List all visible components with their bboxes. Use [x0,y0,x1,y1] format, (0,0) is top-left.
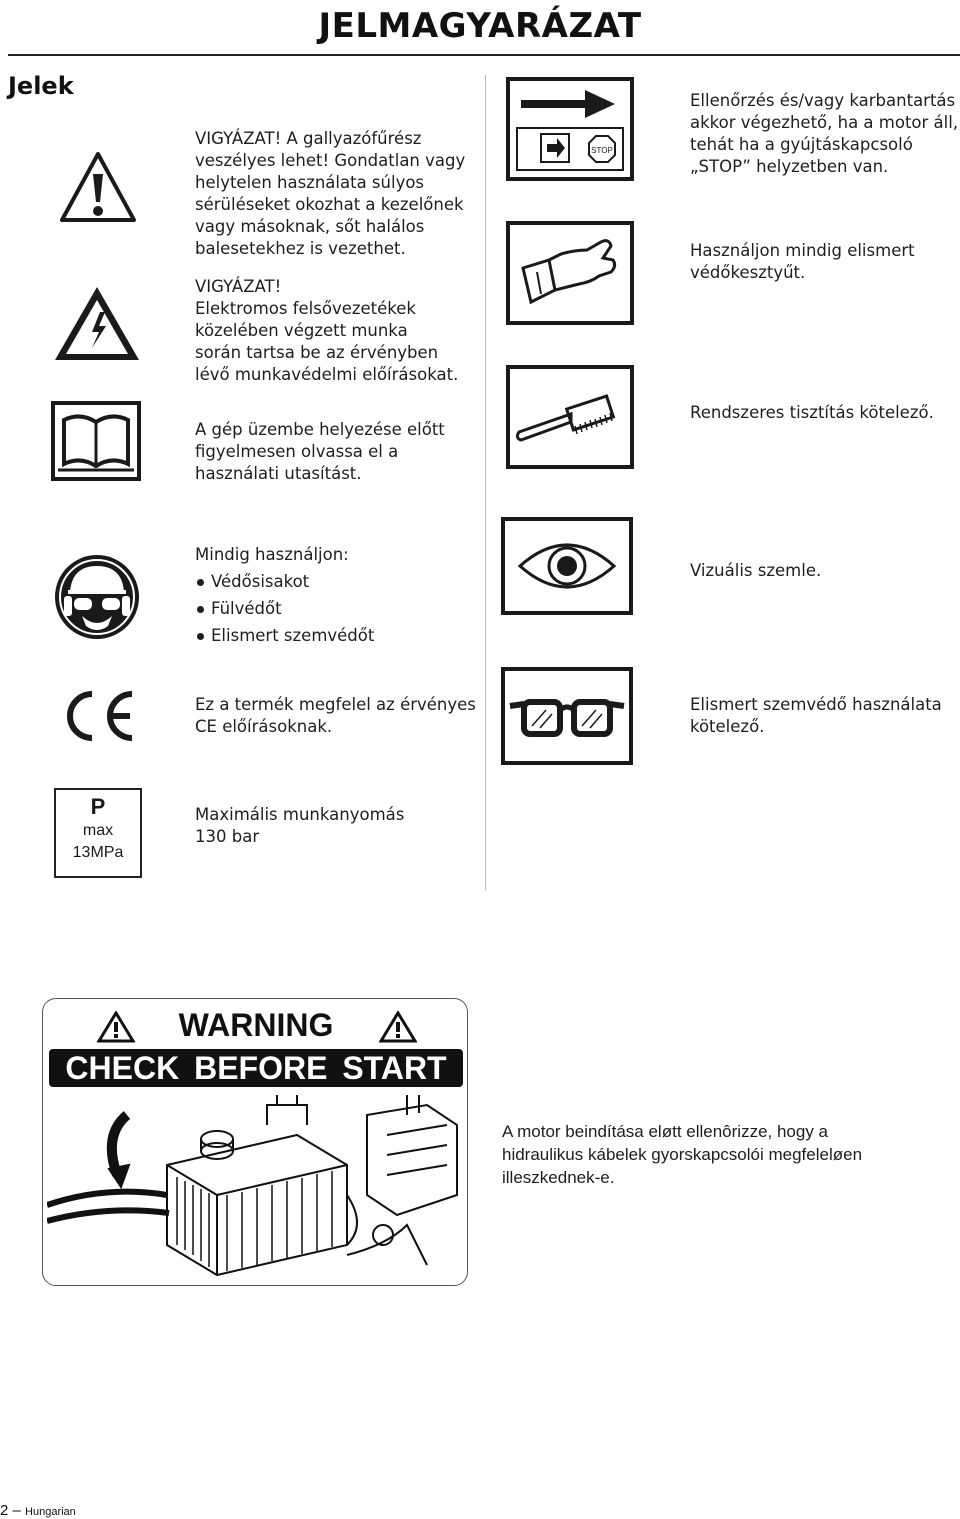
text-line: balesetekhez is vezethet. [195,239,406,258]
electric-hazard-icon [52,284,142,364]
text-line: használati utasítást. [195,464,362,483]
pressure-text [195,804,404,848]
text-line: sérüléseket okozhat a kezelőnek [195,195,464,214]
text-line: Használjon mindig elismert [690,241,915,260]
glove-text [690,240,915,284]
list-item: Elismert szemvédőt [195,625,374,647]
warning-triangle-icon [379,1011,417,1043]
stop-text [690,90,958,178]
text-line: Ellenőrzés és/vagy karbantartás [690,91,956,110]
warning-triangle-icon [58,150,138,224]
text-line: helytelen használata súlyos [195,173,425,192]
visual-text: Vizuális szemle. [690,561,822,580]
ce-text [195,694,476,738]
text-line: Ez a termék megfelel az érvényes [195,695,476,714]
ppe-list [195,571,374,647]
check-before-start-bar: CHECK BEFORE START [49,1049,463,1087]
text-line: Rendszeres tisztítás kötelező. [690,403,934,422]
section-title: Jelek [8,72,74,100]
text-line: lévő munkavédelmi előírásokat. [195,365,459,384]
text-line: illeszkednek-e. [502,1168,615,1187]
text-line: Elismert szemvédő használata [690,695,942,714]
footer-dash: – [12,1502,21,1519]
eye-icon [500,516,634,616]
manual-text [195,419,445,485]
text-line: hidraulikus kábelek gyorskapcsolói megfeleløen [502,1145,863,1164]
text-line: akkor végezhető, ha a motor áll, [690,113,959,132]
ce-mark-icon [58,688,138,744]
pressure-max: max [82,822,114,839]
warning-instruction-text [502,1120,862,1189]
text-line: „STOP” helyzetben van. [690,157,889,176]
protective-glove-icon [505,220,635,326]
manual-book-icon [50,400,142,482]
page-number: 2 [0,1502,9,1519]
column-divider [485,75,486,890]
pressure-value: 13MPa [72,844,124,861]
ppe-text [195,544,374,647]
text-line: VIGYÁZAT! A gallyazófűrész [195,129,422,148]
electric-warning-text [195,276,458,386]
pressure-label-box [54,788,142,878]
warning-text [195,128,465,260]
text-line: veszélyes lehet! Gondatlan vagy [195,151,466,170]
warning-title: WARNING [178,1007,334,1043]
head-protection-icon [52,552,142,642]
text-line: CE előírásoknak. [195,717,333,736]
stop-switch-icon [505,76,635,182]
text-line: VIGYÁZAT! [195,277,282,296]
safety-glasses-icon [500,666,634,766]
text-line: figyelmesen olvassa el a [195,442,399,461]
warning-label [42,998,468,1286]
text-line: vagy másoknak, sőt halálos [195,217,425,236]
text-line: A gép üzembe helyezése előtt [195,420,445,439]
header-rule [8,54,960,56]
text-line: közelében végzett munka [195,321,408,340]
text-line: során tartsa be az érvényben [195,343,439,362]
page-footer [0,1502,76,1519]
list-item: Védősisakot [195,571,374,593]
stop-label: STOP [591,146,613,155]
list-item: Fülvédőt [195,598,374,620]
text-line: kötelező. [690,717,765,736]
pressure-symbol: P [90,794,106,819]
cleaning-brush-icon [505,364,635,470]
text-line: tehát ha a gyújtáskapcsoló [690,135,913,154]
ppe-intro: Mindig használjon: [195,545,349,564]
brush-text [690,402,934,424]
hydraulic-unit-illustration [47,1095,465,1283]
footer-language: Hungarian [25,1506,76,1518]
text-line: védőkesztyűt. [690,263,806,282]
text-line: Elektromos felsővezetékek [195,299,416,318]
text-line: Maximális munkanyomás [195,805,405,824]
text-line: A motor beindítása eløtt ellenôrizze, hogy a [502,1122,829,1141]
page-title: JELMAGYARÁZAT [318,6,642,46]
glasses-text [690,694,942,738]
text-line: 130 bar [195,827,260,846]
